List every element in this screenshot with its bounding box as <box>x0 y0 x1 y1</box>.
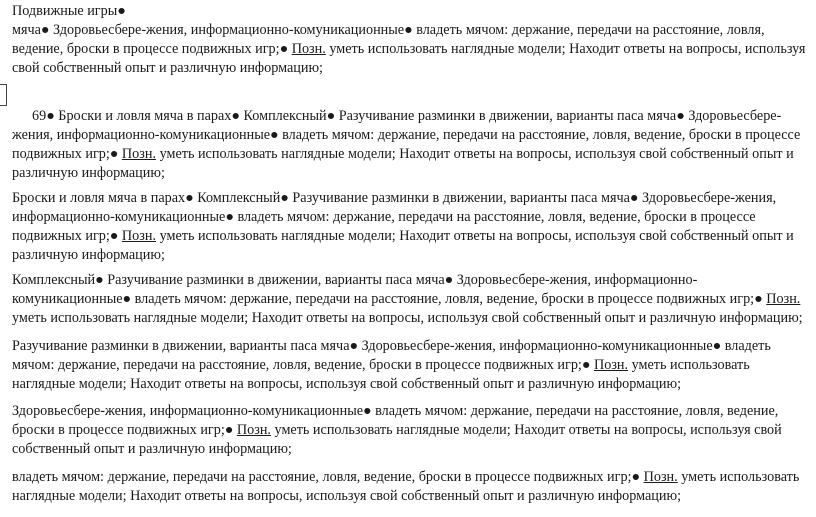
paragraph-0-text: мяча● Здоровьесбере-жения, информационно-комуникационные● владеть мячом: держание, передачи на расстояние, ловля, ведение, броски в процессе подвижных игр;● <box>12 22 765 57</box>
paragraph-4 <box>12 337 812 394</box>
paragraph-4-tail: уметь использовать наглядные модели; Находит ответы на вопросы, используя свой собственный опыт и различную информацию; <box>12 357 750 392</box>
paragraph-5-tail: уметь использовать наглядные модели; Находит ответы на вопросы, используя свой собственный опыт и различную информацию; <box>12 422 782 457</box>
paragraph-1-tail: уметь использовать наглядные модели; Находит ответы на вопросы, используя свой собственный опыт и различную информацию; <box>12 146 794 181</box>
paragraph-5-text: Здоровьесбере-жения, информационно-комуникационные● владеть мячом: держание, передачи на расстояние, ловля, ведение, броски в процессе подвижных игр;● <box>12 403 779 438</box>
paragraph-2-text: Броски и ловля мяча в парах● Комплексный● Разучивание разминки в движении, варианты паса мяча● Здоровьесбере-жения, информационно-комуникационные● владеть мячом: держание, передачи на расстояние, ловля, ведение, броски в процессе подвижных игр;● <box>12 190 777 244</box>
text-cursor-marker <box>0 84 7 106</box>
paragraph-6 <box>12 468 812 506</box>
paragraph-3-text: Комплексный● Разучивание разминки в движении, варианты паса мяча● Здоровьесбере-жения, информационно-комуникационные● владеть мячом: держание, передачи на расстояние, ловля, ведение, броски в процессе подвижных игр;● <box>12 272 767 307</box>
paragraph-4-text: Разучивание разминки в движении, варианты паса мяча● Здоровьесбере-жения, информационно-комуникационные● владеть мячом: держание, передачи на расстояние, ловля, ведение, броски в процессе подвижных игр;● <box>12 338 771 373</box>
paragraph-3-tail: уметь использовать наглядные модели; Находит ответы на вопросы, используя свой собственный опыт и различную информацию; <box>12 310 803 326</box>
paragraph-2 <box>12 189 812 265</box>
paragraph-0 <box>12 2 812 78</box>
paragraph-5 <box>12 402 812 459</box>
paragraph-1-text: 69● Броски и ловля мяча в парах● Комплексный● Разучивание разминки в движении, варианты паса мяча● Здоровьесбере-жения, информационно-комуникационные● владеть мячом: держание, передачи на расстояние, ловля, ведение, броски в процессе подвижных игр;● <box>12 108 801 162</box>
paragraph-5-link[interactable]: Позн. <box>236 422 271 438</box>
paragraph-0-link[interactable]: Позн. <box>291 41 326 57</box>
paragraph-6-text: владеть мячом: держание, передачи на расстояние, ловля, ведение, броски в процессе подвижных игр;● <box>12 469 644 485</box>
paragraph-3 <box>12 271 812 328</box>
paragraph-1-link[interactable]: Позн. <box>121 146 157 162</box>
paragraph-0-tail: уметь использовать наглядные модели; Находит ответы на вопросы, используя свой собственный опыт и различную информацию; <box>12 41 806 76</box>
paragraph-1 <box>12 107 812 183</box>
paragraph-3-link[interactable]: Позн. <box>766 291 801 307</box>
paragraph-6-link[interactable]: Позн. <box>643 469 678 485</box>
paragraph-4-link[interactable]: Позн. <box>593 357 629 373</box>
paragraph-0-heading: Подвижные игры● <box>12 3 126 19</box>
paragraph-2-link[interactable]: Позн. <box>121 228 157 244</box>
paragraph-2-tail: уметь использовать наглядные модели; Находит ответы на вопросы, используя свой собственный опыт и различную информацию; <box>12 228 794 263</box>
paragraph-6-tail: уметь использовать наглядные модели; Находит ответы на вопросы, используя свой собственный опыт и различную информацию; <box>12 469 800 504</box>
